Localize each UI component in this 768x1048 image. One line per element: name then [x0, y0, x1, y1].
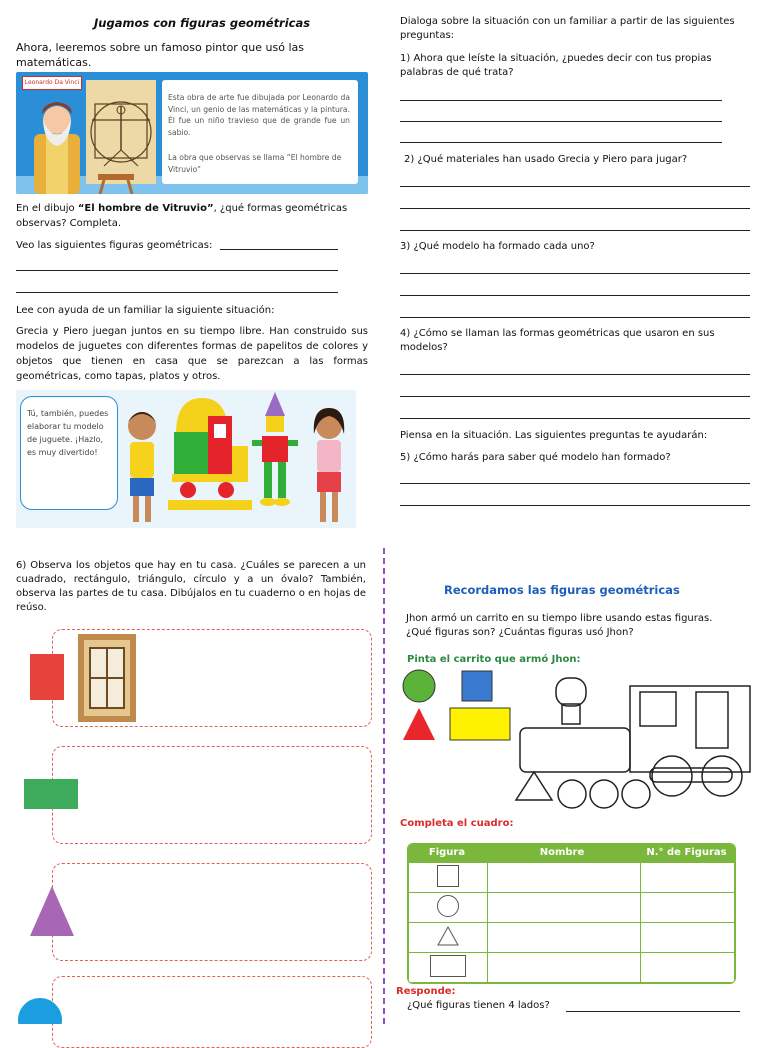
figures-table: [407, 843, 736, 984]
header-nombre: Nombre: [539, 847, 585, 858]
answer-line[interactable]: [400, 121, 722, 122]
situation-text: Grecia y Piero juegan juntos en su tiempo libre. Han construido sus modelos de juguetes con diferentes formas de papelitos de colores y objetos que tienen en casa que se parezcan a las formas geométricas, como tapas, platos y otros.: [16, 326, 368, 382]
boy-figure: [120, 404, 164, 528]
red-square-shape: [30, 654, 64, 700]
answer-line[interactable]: [400, 505, 750, 506]
block-truck-model: [168, 394, 252, 512]
cell-name[interactable]: [488, 923, 641, 953]
responde-label: Responde:: [396, 986, 456, 997]
table-row: [409, 863, 735, 893]
blue-circle-shape: [16, 994, 64, 1024]
table-header: [408, 844, 735, 862]
cell-count[interactable]: [641, 863, 735, 893]
cell-name[interactable]: [488, 893, 641, 923]
question-bold: “El hombre de Vitruvio”: [77, 203, 214, 214]
answer-line[interactable]: [400, 483, 750, 484]
jhon-intro: Jhon armó un carrito en su tiempo libre usando estas figuras. ¿Qué figuras son? ¿Cuántas figuras usó Jhon?: [406, 613, 713, 638]
section-title: Recordamos las figuras geométricas: [444, 583, 680, 597]
answer-line[interactable]: [400, 230, 750, 231]
answer-line[interactable]: [400, 374, 750, 375]
piensa-instruction: Piensa en la situación. Las siguientes preguntas te ayudarán:: [400, 430, 708, 441]
question-3: 3) ¿Qué modelo ha formado cada uno?: [400, 241, 595, 252]
cell-count[interactable]: [641, 893, 735, 923]
responde-question: ¿Qué figuras tienen 4 lados?: [407, 1000, 550, 1011]
cell-name[interactable]: [488, 953, 641, 983]
toy-illustration: [16, 390, 356, 528]
cell-figure: [409, 953, 488, 983]
easel-icon: [96, 172, 136, 194]
drawing-box-rectangle[interactable]: [52, 746, 372, 844]
answer-line[interactable]: [400, 100, 722, 101]
answer-line[interactable]: [16, 270, 338, 271]
pinta-instruction: Pinta el carrito que armó Jhon:: [407, 654, 581, 665]
dialoga-intro: Dialoga sobre la situación con un familiar a partir de las siguientes preguntas:: [400, 16, 735, 41]
header-numero: N.° de Figuras: [646, 847, 727, 858]
cell-figure: [409, 863, 488, 893]
answer-line[interactable]: [400, 317, 750, 318]
answer-line[interactable]: [400, 142, 722, 143]
intro-text: Ahora, leeremos sobre un famoso pintor que usó las matemáticas.: [16, 41, 304, 69]
cell-count[interactable]: [641, 923, 735, 953]
figures-table-body: [408, 862, 735, 983]
worksheet-title: Jugamos con figuras geométricas: [94, 16, 311, 30]
green-rectangle-shape: [24, 779, 78, 809]
banner-text-2: La obra que observas se llama “El hombre de Vitruvio”: [168, 153, 342, 174]
answer-line[interactable]: [400, 418, 750, 419]
header-figura: Figura: [428, 847, 466, 858]
answer-line[interactable]: [220, 249, 338, 250]
circle-outline-icon: [437, 895, 459, 917]
speech-bubble: [20, 396, 118, 510]
question-post: , ¿qué formas geométricas observas? Completa.: [16, 203, 348, 229]
vitruvian-man-drawing: [86, 80, 156, 184]
question-1: 1) Ahora que leíste la situación, ¿puedes decir con tus propias palabras de qué trata?: [400, 53, 712, 78]
window-icon: [78, 634, 136, 722]
leonardo-badge: Leonardo Da Vinci: [22, 76, 82, 90]
answer-line[interactable]: [400, 186, 750, 187]
answer-line[interactable]: [400, 273, 750, 274]
question-5: 5) ¿Cómo harás para saber qué modelo han formado?: [400, 452, 671, 463]
answer-line[interactable]: [16, 292, 338, 293]
shape-key: [400, 668, 520, 744]
vitruvio-question: [16, 201, 352, 231]
cell-name[interactable]: [488, 863, 641, 893]
block-robot-model: [252, 390, 298, 510]
triangle-outline-icon: [436, 925, 460, 947]
table-row: [409, 923, 735, 953]
completa-instruction: Completa el cuadro:: [400, 818, 514, 829]
bubble-text: Tú, también, puedes elaborar tu modelo de juguete. ¡Hazlo, es muy divertido!: [27, 409, 109, 457]
question-6: 6) Observa los objetos que hay en tu casa. ¿Cuáles se parecen a un cuadrado, rectángulo, triángulo, círculo y a un óvalo? También, observa las partes de tu casa. Dibújalos en tu cuaderno o en hojas de reúso.: [16, 560, 366, 613]
answer-line[interactable]: [400, 295, 750, 296]
table-row: [409, 893, 735, 923]
cell-count[interactable]: [641, 953, 735, 983]
purple-triangle-shape: [28, 884, 76, 938]
leonardo-illustration: [26, 90, 88, 194]
cell-figure: [409, 893, 488, 923]
veo-prompt: Veo las siguientes figuras geométricas:: [16, 240, 213, 251]
girl-figure: [306, 404, 352, 528]
vitruvian-banner: [16, 72, 368, 194]
banner-textbox: [162, 80, 358, 184]
answer-line[interactable]: [400, 396, 750, 397]
drawing-box-triangle[interactable]: [52, 863, 372, 961]
question-pre: En el dibujo: [16, 203, 78, 214]
table-row: [409, 953, 735, 983]
lee-instruction: Lee con ayuda de un familiar la siguiente situación:: [16, 305, 275, 316]
square-outline-icon: [437, 865, 459, 887]
drawing-box-circle[interactable]: [52, 976, 372, 1048]
question-4: 4) ¿Cómo se llaman las formas geométricas que usaron en sus modelos?: [400, 328, 715, 353]
answer-line[interactable]: [400, 208, 750, 209]
column-divider: [383, 548, 385, 1024]
cell-figure: [409, 923, 488, 953]
answer-line[interactable]: [566, 1011, 740, 1012]
rectangle-outline-icon: [430, 955, 466, 977]
banner-text-1: Esta obra de arte fue dibujada por Leonardo da Vinci, un genio de las matemáticas y la pintura. Él fue un niño travieso que de grande fue un sabio.: [168, 93, 350, 137]
question-2: 2) ¿Qué materiales han usado Grecia y Piero para jugar?: [404, 154, 688, 165]
train-outline-drawing: [512, 676, 756, 812]
